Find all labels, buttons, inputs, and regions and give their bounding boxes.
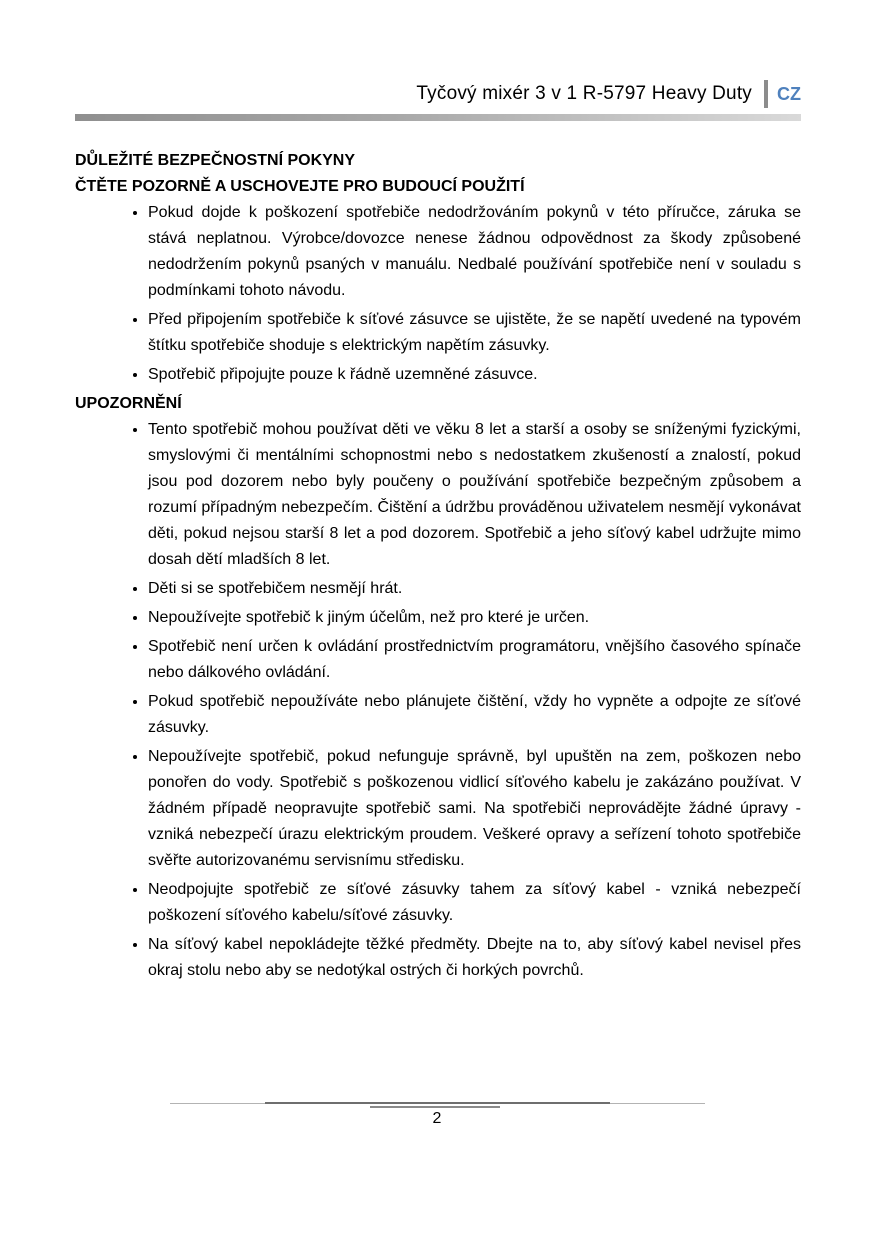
section-heading-safety-line1: DŮLEŽITÉ BEZPEČNOSTNÍ POKYNY xyxy=(75,152,356,169)
page-number: 2 xyxy=(432,1110,442,1127)
page-header xyxy=(75,78,801,121)
safety-bullet-list xyxy=(75,200,801,388)
list-item: • Tento spotřebič mohou používat děti ve věku 8 let a starší a osoby se sníženými fyzickými, smyslovými či mentálními schopnostmi nebo s nedostatkem zkušeností a znalostí, pokud jsou pod dozorem nebo byly poučeny o používání spotřebiče bezpečným způsobem a rozumí případným nebezpečím. Čištění a údržbu prováděnou uživatelem nesmějí vykonávat děti, pokud nejsou starší 8 let a pod dozorem. Spotřebič a jeho síťový kabel udržujte mimo dosah dětí mladších 8 let. xyxy=(148,417,801,573)
list-item: • Před připojením spotřebiče k síťové zásuvce se ujistěte, že se napětí uvedené na typovém štítku spotřebiče shoduje s elektrickým napětím zásuvky. xyxy=(148,307,801,359)
list-item: • Neodpojujte spotřebič ze síťové zásuvky tahem za síťový kabel - vzniká nebezpečí poškození síťového kabelu/síťové zásuvky. xyxy=(148,877,801,929)
section-heading-safety-line2: ČTĚTE POZORNĚ A USCHOVEJTE PRO BUDOUCÍ POUŽITÍ xyxy=(75,178,525,195)
list-item: • Pokud spotřebič nepoužíváte nebo plánujete čištění, vždy ho vypněte a odpojte ze síťové zásuvky. xyxy=(148,689,801,741)
list-item: • Na síťový kabel nepokládejte těžké předměty. Dbejte na to, aby síťový kabel nevisel přes okraj stolu nebo aby se nedotýkal ostrých či horkých povrchů. xyxy=(148,932,801,984)
list-item: • Děti si se spotřebičem nesmějí hrát. xyxy=(148,576,801,602)
list-item: • Spotřebič není určen k ovládání prostřednictvím programátoru, vnějšího časového spínače nebo dálkového ovládání. xyxy=(148,634,801,686)
footer-rule-segment xyxy=(265,1102,610,1104)
list-item: • Spotřebič připojujte pouze k řádně uzemněné zásuvce. xyxy=(148,362,801,388)
list-item: • Nepoužívejte spotřebič k jiným účelům, než pro které je určen. xyxy=(148,605,801,631)
header-rule xyxy=(75,114,801,121)
header-title: Tyčový mixér 3 v 1 R-5797 Heavy Duty xyxy=(416,83,752,104)
document-body xyxy=(75,148,801,987)
language-badge: CZ xyxy=(777,83,801,104)
footer-rule-segment xyxy=(370,1106,500,1108)
footer-rule xyxy=(170,1103,705,1104)
list-item: • Pokud dojde k poškození spotřebiče nedodržováním pokynů v této příručce, záruka se stává neplatnou. Výrobce/dovozce nenese žádnou odpovědnost za škody způsobené nedodržením pokynů psaných v manuálu. Nedbalé používání spotřebiče není v souladu s podmínkami tohoto návodu. xyxy=(148,200,801,304)
section-heading-warning: UPOZORNĚNÍ xyxy=(75,395,182,412)
header-row xyxy=(75,78,801,110)
header-separator xyxy=(764,80,768,108)
warning-bullet-list xyxy=(75,417,801,984)
list-item: • Nepoužívejte spotřebič, pokud nefunguje správně, byl upuštěn na zem, poškozen nebo ponořen do vody. Spotřebič s poškozenou vidlicí síťového kabelu je zakázáno používat. V žádném případě neopravujte spotřebič sami. Na spotřebiči neprovádějte žádné úpravy - vzniká nebezpečí úrazu elektrickým proudem. Veškeré opravy a seřízení tohoto spotřebiče svěřte autorizovanému servisnímu středisku. xyxy=(148,744,801,874)
